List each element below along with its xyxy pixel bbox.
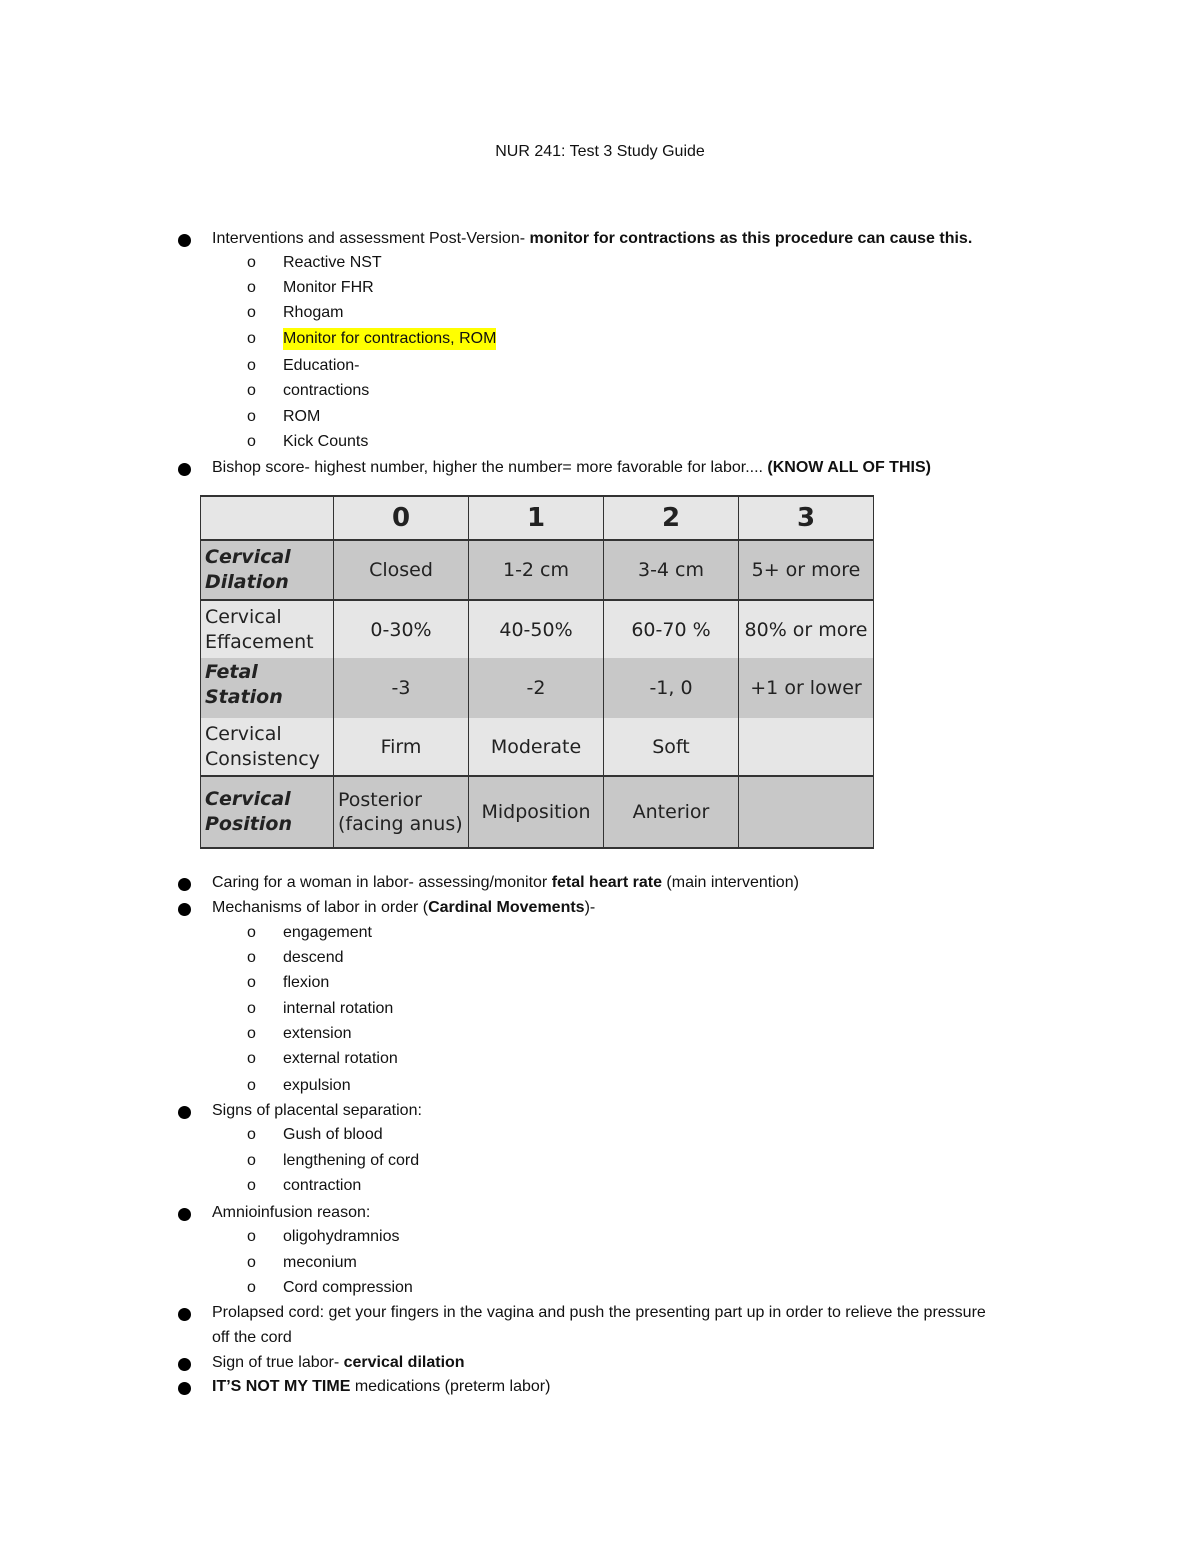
bullet-dot	[178, 1308, 191, 1321]
table-row	[201, 658, 874, 718]
bullet-true-labor	[0, 1352, 1100, 1377]
bullet-text: Prolapsed cord: get your fingers in the vagina and push the presenting part up in order to relieve the pressure	[212, 1304, 986, 1321]
table-cell: Closed	[334, 540, 469, 600]
table-header-empty	[201, 496, 334, 540]
bullet-dot	[178, 1208, 191, 1221]
table-cell: 0-30%	[334, 600, 469, 658]
table-header: 2	[604, 496, 739, 540]
table-cell: 1-2 cm	[469, 540, 604, 600]
list-item: o expulsion	[247, 1077, 351, 1094]
list-item: o Kick Counts	[247, 433, 369, 450]
bullet-dot	[178, 1358, 191, 1371]
bullet-text: Sign of true labor- cervical dilation	[212, 1354, 465, 1371]
bullet-text: Bishop score- highest number, higher the number= more favorable for labor.... (KNOW ALL OF THIS)	[212, 459, 931, 476]
table-cell	[739, 776, 874, 848]
row-label: Cervical Dilation	[201, 540, 334, 600]
bullet-dot	[178, 878, 191, 891]
table-row	[201, 540, 874, 600]
list-item: o external rotation	[247, 1050, 398, 1067]
table-cell: 5+ or more	[739, 540, 874, 600]
table-cell: Midposition	[469, 776, 604, 848]
list-item: o flexion	[247, 974, 330, 991]
list-item: o Rhogam	[247, 304, 344, 321]
bullet-text: Caring for a woman in labor- assessing/monitor fetal heart rate (main intervention)	[212, 874, 799, 891]
row-label: Cervical Position	[201, 776, 334, 848]
bullet-text: Mechanisms of labor in order (Cardinal Movements)-	[212, 899, 596, 916]
bullet-dot	[178, 234, 191, 247]
bullet-dot	[178, 1382, 191, 1395]
bullet-caring-for-woman	[0, 872, 1100, 897]
bullet-placental-separation	[0, 1100, 1100, 1125]
table-row	[201, 776, 874, 848]
list-item: o lengthening of cord	[247, 1152, 420, 1169]
list-item: o Education-	[247, 357, 360, 374]
list-item: o Cord compression	[247, 1279, 413, 1296]
bullet-text-continued: off the cord	[212, 1329, 292, 1346]
table-cell: Anterior	[604, 776, 739, 848]
page-title: NUR 241: Test 3 Study Guide	[495, 143, 705, 160]
table-cell	[739, 718, 874, 776]
row-label: Fetal Station	[201, 658, 334, 718]
table-header: 1	[469, 496, 604, 540]
table-row	[201, 718, 874, 776]
list-item: o contractions	[247, 382, 370, 399]
list-item: o internal rotation	[247, 1000, 394, 1017]
bullet-dot	[178, 903, 191, 916]
list-item: o contraction	[247, 1177, 362, 1194]
table-row	[201, 600, 874, 658]
bullet-amnioinfusion	[0, 1202, 1100, 1227]
list-item: o Reactive NST	[247, 254, 382, 271]
table-header: 0	[334, 496, 469, 540]
table-header: 3	[739, 496, 874, 540]
list-item: o Gush of blood	[247, 1126, 383, 1143]
table-cell: +1 or lower	[739, 658, 874, 718]
table-cell: 40-50%	[469, 600, 604, 658]
list-item: o oligohydramnios	[247, 1228, 400, 1245]
bishop-score-table	[200, 495, 874, 849]
table-cell: 80% or more	[739, 600, 874, 658]
list-item: o engagement	[247, 924, 372, 941]
bullet-bishop-score	[0, 457, 1100, 482]
table-cell: Moderate	[469, 718, 604, 776]
table-header-row	[201, 496, 874, 540]
list-item: o meconium	[247, 1254, 357, 1271]
bullet-mechanisms-of-labor	[0, 897, 1100, 922]
table-cell: 60-70 %	[604, 600, 739, 658]
table-cell: -1, 0	[604, 658, 739, 718]
table-cell: Firm	[334, 718, 469, 776]
list-item: o descend	[247, 949, 344, 966]
bullet-text: IT’S NOT MY TIME medications (preterm labor)	[212, 1378, 551, 1395]
bullet-preterm-medications	[0, 1376, 1100, 1401]
list-item: o extension	[247, 1025, 352, 1042]
row-label: Cervical Effacement	[201, 600, 334, 658]
table-cell: Soft	[604, 718, 739, 776]
bullet-dot	[178, 1106, 191, 1119]
list-item-highlighted: o Monitor for contractions, ROM	[0, 328, 1100, 353]
bullet-prolapsed-cord	[0, 1302, 1100, 1352]
bullet-text: Amnioinfusion reason:	[212, 1204, 371, 1221]
table-cell: Posterior (facing anus)	[334, 776, 469, 848]
list-item: o Monitor FHR	[247, 279, 374, 296]
bullet-interventions	[0, 228, 1100, 253]
table-cell: -2	[469, 658, 604, 718]
table-cell: -3	[334, 658, 469, 718]
bullet-text: Signs of placental separation:	[212, 1102, 422, 1119]
bullet-dot	[178, 463, 191, 476]
list-item: o ROM	[247, 408, 321, 425]
row-label: Cervical Consistency	[201, 718, 334, 776]
bullet-text: Interventions and assessment Post-Version- monitor for contractions as this procedure can cause this.	[212, 230, 973, 247]
table-cell: 3-4 cm	[604, 540, 739, 600]
